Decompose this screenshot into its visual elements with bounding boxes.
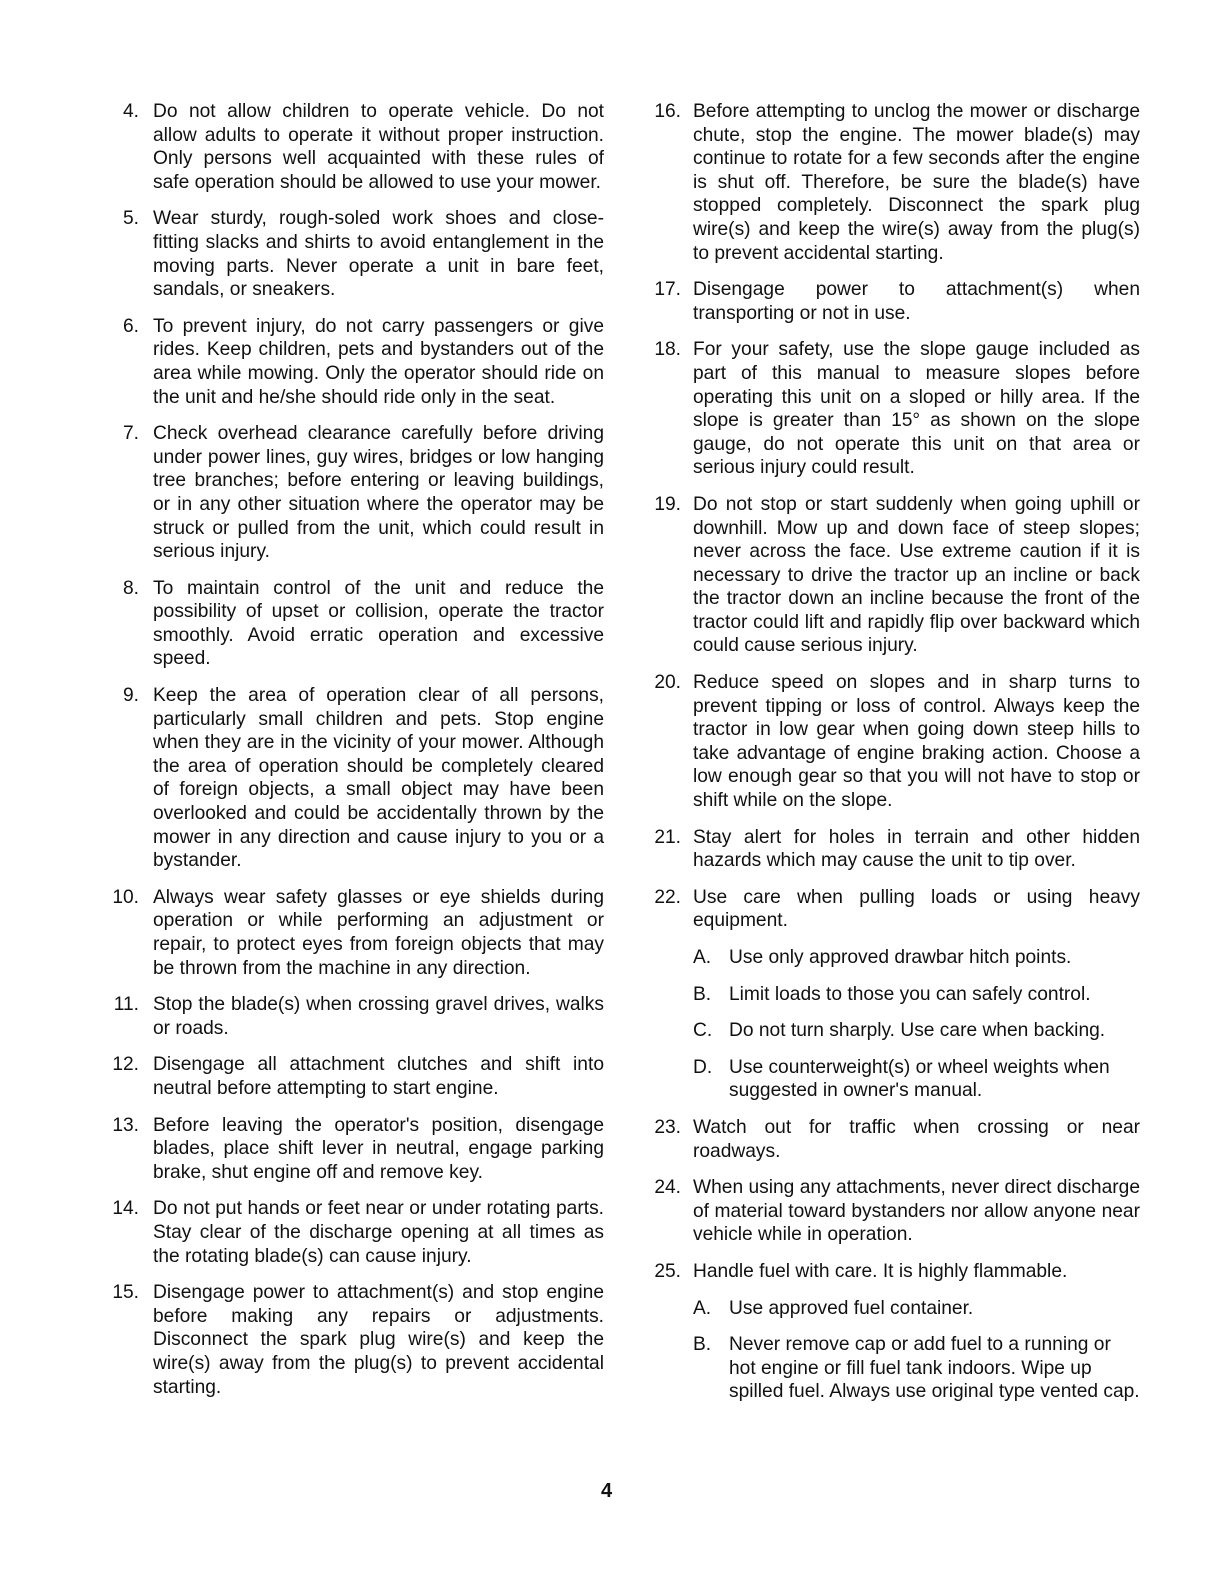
sub-item-text: Use counterweight(s) or wheel weights when suggested in owner's manual.: [729, 1056, 1110, 1102]
item-text: To prevent injury, do not carry passengers or give rides. Keep children, pets and bystanders out of the area while mowing. Only the operator should ride on the unit and he/she should ride only in the seat.: [153, 315, 604, 408]
sub-item-text: Never remove cap or add fuel to a running or hot engine or fill fuel tank indoors. Wipe up spilled fuel. Always use original type vented cap.: [729, 1334, 1140, 1403]
item-number: 19.: [654, 493, 681, 515]
item-text: Keep the area of operation clear of all persons, particularly small children and pets. Stop engine when they are in the vicinity of your mower. Although the area of operation should be completely cleared of foreign objects, a small object may have been overlooked and could be accidentally thrown by the mower in any direction and cause injury to you or a bystander.: [153, 685, 604, 872]
list-item: [648, 1116, 1140, 1163]
list-item: [106, 315, 604, 409]
left-column: [106, 100, 604, 1399]
item-text: Before attempting to unclog the mower or discharge chute, stop the engine. The mower blade(s) may continue to rotate for a few seconds after the engine is shut off. Therefore, be sure the blade(s) have stopped completely. Disconnect the spark plug wire(s) and keep the wire(s) away from the plug(s) to prevent accidental starting.: [693, 101, 1140, 264]
list-item: [106, 1053, 604, 1100]
item-number: 22.: [654, 886, 681, 908]
item-text: To maintain control of the unit and reduce the possibility of upset or collision, operate the tractor smoothly. Avoid erratic operation and excessive speed.: [153, 577, 604, 670]
item-text: Reduce speed on slopes and in sharp turns to prevent tipping or loss of control. Always keep the tractor in low gear when going down steep hills to take advantage of engine braking action. Choose a low enough gear so that you will not have to stop or shift while on the slope.: [693, 672, 1140, 812]
sub-list-item: [648, 1056, 1140, 1103]
item-text: Do not allow children to operate vehicle. Do not allow adults to operate it without proper instruction. Only persons well acquainted with these rules of safe operation should be allowed to use your mower.: [153, 101, 604, 193]
list-item: [648, 278, 1140, 325]
item-text: When using any attachments, never direct discharge of material toward bystanders nor allow anyone near vehicle while in operation.: [693, 1177, 1140, 1246]
list-item: [106, 422, 604, 564]
list-item: [648, 493, 1140, 658]
item-text: Disengage power to attachment(s) and stop engine before making any repairs or adjustments. Disconnect the spark plug wire(s) and keep the wire(s) away from the plug(s) to prevent accidental starting.: [153, 1282, 604, 1398]
list-item: [106, 100, 604, 194]
sub-list-item: [648, 946, 1140, 970]
list-item: [106, 886, 604, 980]
item-text: Do not put hands or feet near or under rotating parts. Stay clear of the discharge opening at all times as the rotating blade(s) can cause injury.: [153, 1198, 604, 1267]
item-number: 8.: [122, 577, 139, 599]
list-item: [106, 1197, 604, 1268]
item-number: 13.: [112, 1114, 139, 1136]
list-item: [106, 577, 604, 671]
sub-item-text: Limit loads to those you can safely control.: [729, 983, 1091, 1005]
item-number: 6.: [122, 315, 139, 337]
item-number: 15.: [112, 1282, 139, 1304]
item-number: 16.: [654, 101, 681, 122]
sub-item-text: Do not turn sharply. Use care when backing.: [729, 1020, 1106, 1042]
sub-list-item: [648, 1333, 1140, 1404]
item-number: 10.: [112, 886, 139, 908]
item-number: 11.: [113, 994, 139, 1016]
item-text: Do not stop or start suddenly when going uphill or downhill. Mow up and down face of steep slopes; never across the face. Use extreme caution if it is necessary to drive the tractor up an incline or back the tractor down an incline because the front of the tractor could lift and rapidly flip over backward which could cause serious injury.: [693, 493, 1140, 657]
sub-item-letter: B.: [693, 983, 712, 1005]
list-item: [648, 1176, 1140, 1247]
item-text: Always wear safety glasses or eye shields during operation or while performing an adjustment or repair, to protect eyes from foreign objects that may be thrown from the machine in any direction.: [153, 886, 604, 979]
sub-list-item: [648, 1297, 1140, 1321]
item-text: For your safety, use the slope gauge included as part of this manual to measure slopes before operating this unit on a sloped or hilly area. If the slope is greater than 15° as shown on the slope gauge, do not operate this unit on that area or serious injury could result.: [693, 339, 1140, 479]
item-text: Stop the blade(s) when crossing gravel drives, walks or roads.: [153, 994, 604, 1039]
item-text: Use care when pulling loads or using heavy equipment.: [693, 886, 1140, 932]
item-text: Handle fuel with care. It is highly flammable.: [693, 1260, 1068, 1282]
sub-item-text: Use approved fuel container.: [729, 1297, 974, 1319]
list-item: [648, 1260, 1140, 1284]
sub-item-letter: C.: [693, 1020, 713, 1042]
sub-item-letter: B.: [693, 1334, 712, 1356]
list-item: [648, 886, 1140, 933]
sub-item-letter: D.: [693, 1056, 713, 1078]
list-item: [106, 1281, 604, 1399]
item-number: 18.: [654, 339, 681, 361]
sub-list-item: [648, 1019, 1140, 1043]
list-item: [648, 826, 1140, 873]
item-text: Before leaving the operator's position, disengage blades, place shift lever in neutral, engage parking brake, shut engine off and remove key.: [153, 1114, 604, 1183]
item-number: 9.: [122, 685, 139, 707]
item-number: 24.: [654, 1177, 681, 1199]
list-item: [106, 684, 604, 873]
list-item: [648, 671, 1140, 813]
list-item: [648, 100, 1140, 265]
item-text: Watch out for traffic when crossing or near roadways.: [693, 1116, 1140, 1162]
sub-item-letter: A.: [693, 1297, 712, 1319]
item-text: Wear sturdy, rough-soled work shoes and close-fitting slacks and shirts to avoid entanglement in the moving parts. Never operate a unit in bare feet, sandals, or sneakers.: [153, 208, 604, 301]
item-text: Stay alert for holes in terrain and other hidden hazards which may cause the unit to tip over.: [693, 826, 1140, 872]
page-number: 4: [600, 1480, 613, 1502]
item-number: 17.: [654, 279, 681, 301]
list-item: [106, 207, 604, 301]
list-item: [106, 1114, 604, 1185]
item-text: Disengage power to attachment(s) when transporting or not in use.: [693, 279, 1140, 324]
list-item: [648, 338, 1140, 480]
list-item: [106, 993, 604, 1040]
item-text: Disengage all attachment clutches and shift into neutral before attempting to start engine.: [153, 1054, 604, 1099]
right-column: [648, 100, 1140, 1404]
item-number: 12.: [112, 1054, 139, 1076]
item-number: 4.: [122, 101, 139, 122]
sub-item-text: Use only approved drawbar hitch points.: [729, 947, 1072, 968]
sub-item-letter: A.: [693, 947, 712, 968]
item-number: 21.: [654, 826, 681, 848]
item-number: 14.: [112, 1198, 139, 1220]
item-number: 25.: [654, 1260, 681, 1282]
item-number: 23.: [654, 1116, 681, 1138]
item-number: 7.: [122, 423, 139, 445]
item-number: 20.: [654, 672, 681, 694]
item-text: Check overhead clearance carefully before driving under power lines, guy wires, bridges or low hanging tree branches; before entering or leaving buildings, or in any other situation where the operator may be struck or pulled from the unit, which could result in serious injury.: [153, 423, 604, 563]
sub-list-item: [648, 983, 1140, 1007]
item-number: 5.: [122, 208, 139, 230]
